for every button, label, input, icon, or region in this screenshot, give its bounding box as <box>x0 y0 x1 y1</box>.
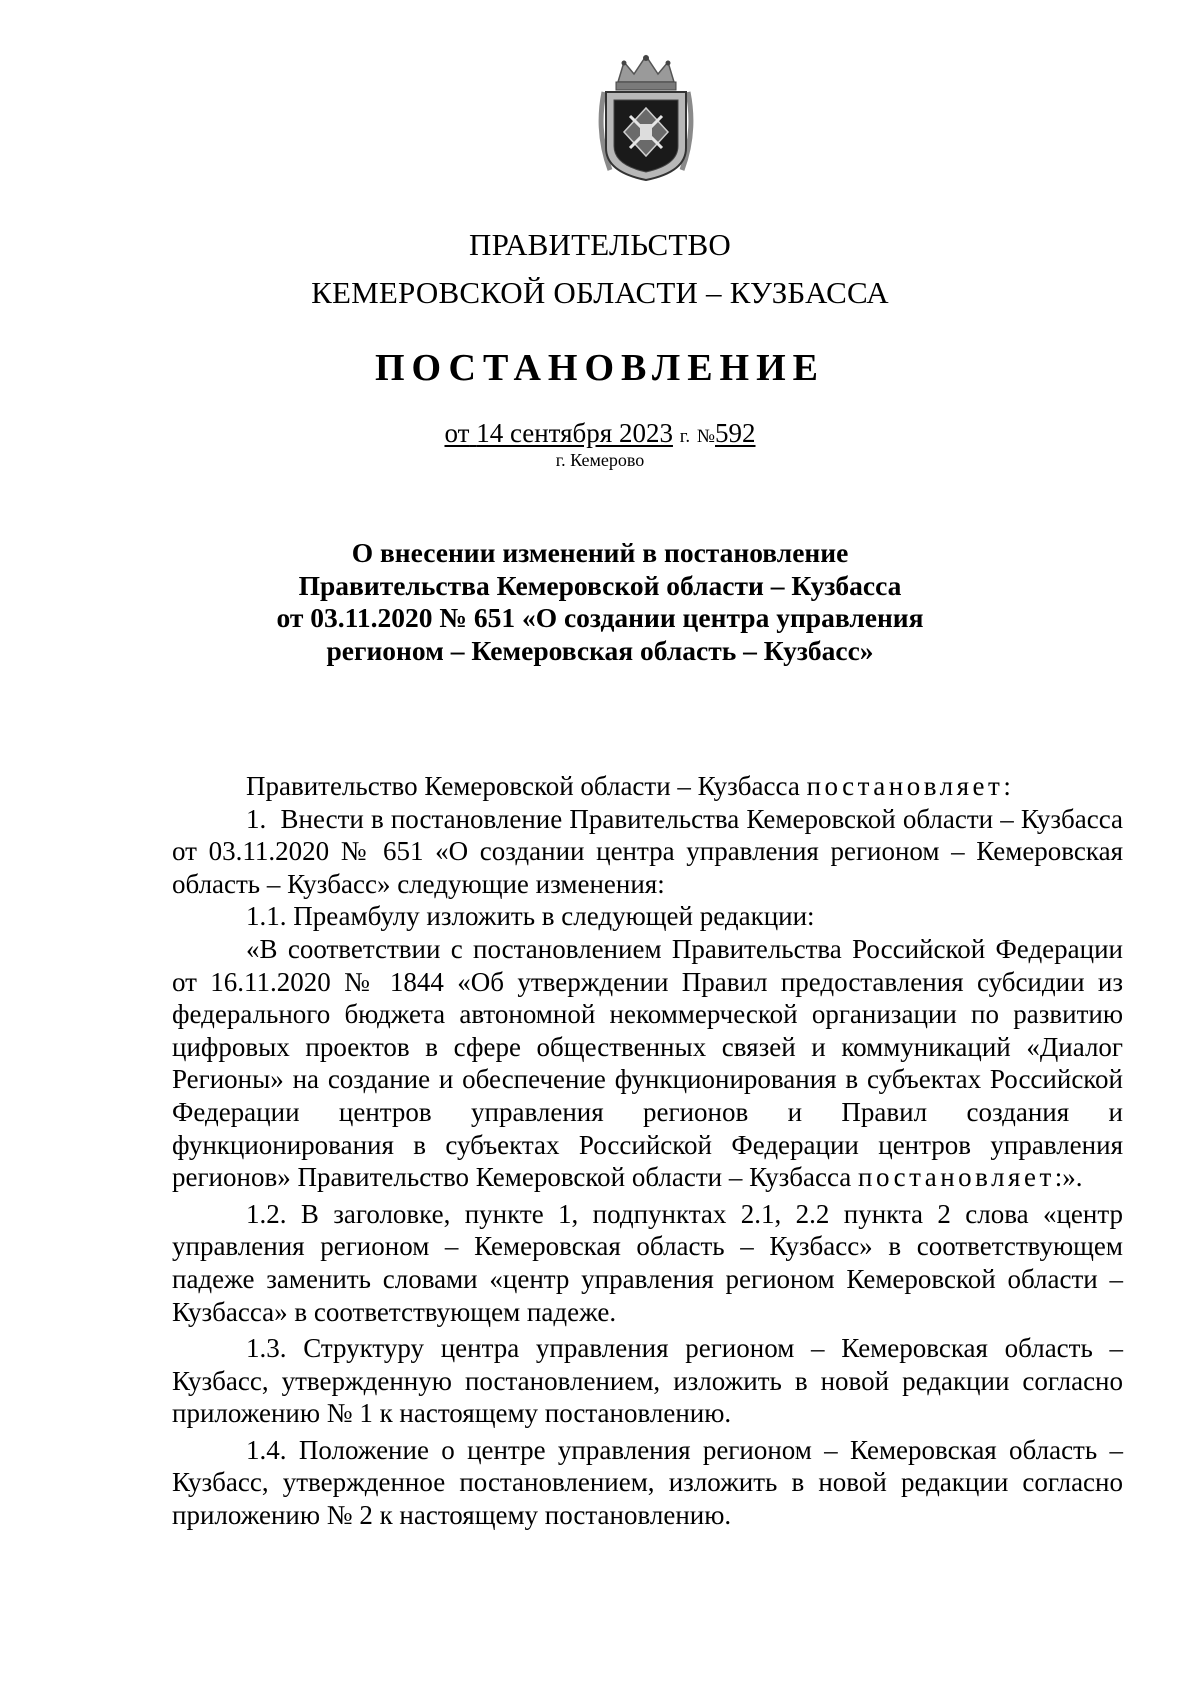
title-line: Правительства Кемеровской области – Кузбасса <box>298 569 902 601</box>
paragraph-1: 1. Внести в постановление Правительства Кемеровской области – Кузбасса от 03.11.2020 № 651 «О создании центра управления регионом – Кемеровская область – Кузбасс» следующие изменения: <box>172 803 1123 899</box>
preamble-quote: «В соответствии с постановлением Правительства Российской Федерации от 16.11.2020 № 1844 «Об утверждении Правил предоставления субсидии из федерального бюджета автономной некоммерческой организации по развитию цифровых проектов в сфере общественных связей и коммуникаций «Диалог Регионы» на создание и обеспечение функционирования в субъектах Российской Федерации центров управления регионов и Правил создания и функционирования в субъектах Российской Федерации центров управления регионов» Правительство Кемеровской области – Кузбасса постановляет:». <box>172 933 1123 1193</box>
coat-of-arms-icon <box>588 52 704 182</box>
paragraph-1-4: 1.4. Положение о центре управления регионом – Кемеровская область – Кузбасс, утвержденное постановлением, изложить в новой редакции согласно приложению № 2 к настоящему постановлению. <box>172 1434 1123 1531</box>
title-line: от 03.11.2020 № 651 «О создании центра управления <box>276 602 924 633</box>
intro-paragraph: Правительство Кемеровской области – Кузбасса постановляет: <box>246 771 1011 801</box>
date-prefix: от <box>444 418 470 448</box>
paragraph-1-1: 1.1. Преамбулу изложить в следующей редакции: <box>246 901 815 932</box>
year-suffix: г. <box>679 426 691 447</box>
title-line: О внесении изменений в постановление <box>351 537 849 568</box>
document-title <box>170 537 1030 667</box>
paragraph-1-2: 1.2. В заголовке, пункте 1, подпунктах 2.1, 2.2 пункта 2 слова «центр управления регионом – Кемеровская область – Кузбасс» в соответствующем падеже заменить словами «центр управления регионом Кемеровской области – Кузбасса» в соответствующем падеже. <box>172 1198 1123 1327</box>
spaced-word: постановляет <box>858 1162 1055 1193</box>
city: г. Кемерово <box>555 450 645 470</box>
spaced-word: постановляет <box>806 771 1004 801</box>
decree-number: 592 <box>715 418 756 448</box>
paragraph-1-3: 1.3. Структуру центра управления регионом – Кемеровская область – Кузбасс, утвержденную постановлением, изложить в новой редакции согласно приложению № 1 к настоящему постановлению. <box>172 1333 1123 1429</box>
date-number-line <box>0 418 1200 452</box>
decree-date: 14 сентября 2023 <box>476 418 673 448</box>
government-name-line1: ПРАВИТЕЛЬСТВО <box>469 227 731 262</box>
government-name-line2: КЕМЕРОВСКОЙ ОБЛАСТИ – КУЗБАССА <box>311 275 889 310</box>
document-type: ПОСТАНОВЛЕНИЕ <box>374 347 826 389</box>
number-sign: № <box>696 426 715 447</box>
document-body <box>172 770 1123 1532</box>
title-line: регионом – Кемеровская область – Кузбасс» <box>326 634 874 666</box>
